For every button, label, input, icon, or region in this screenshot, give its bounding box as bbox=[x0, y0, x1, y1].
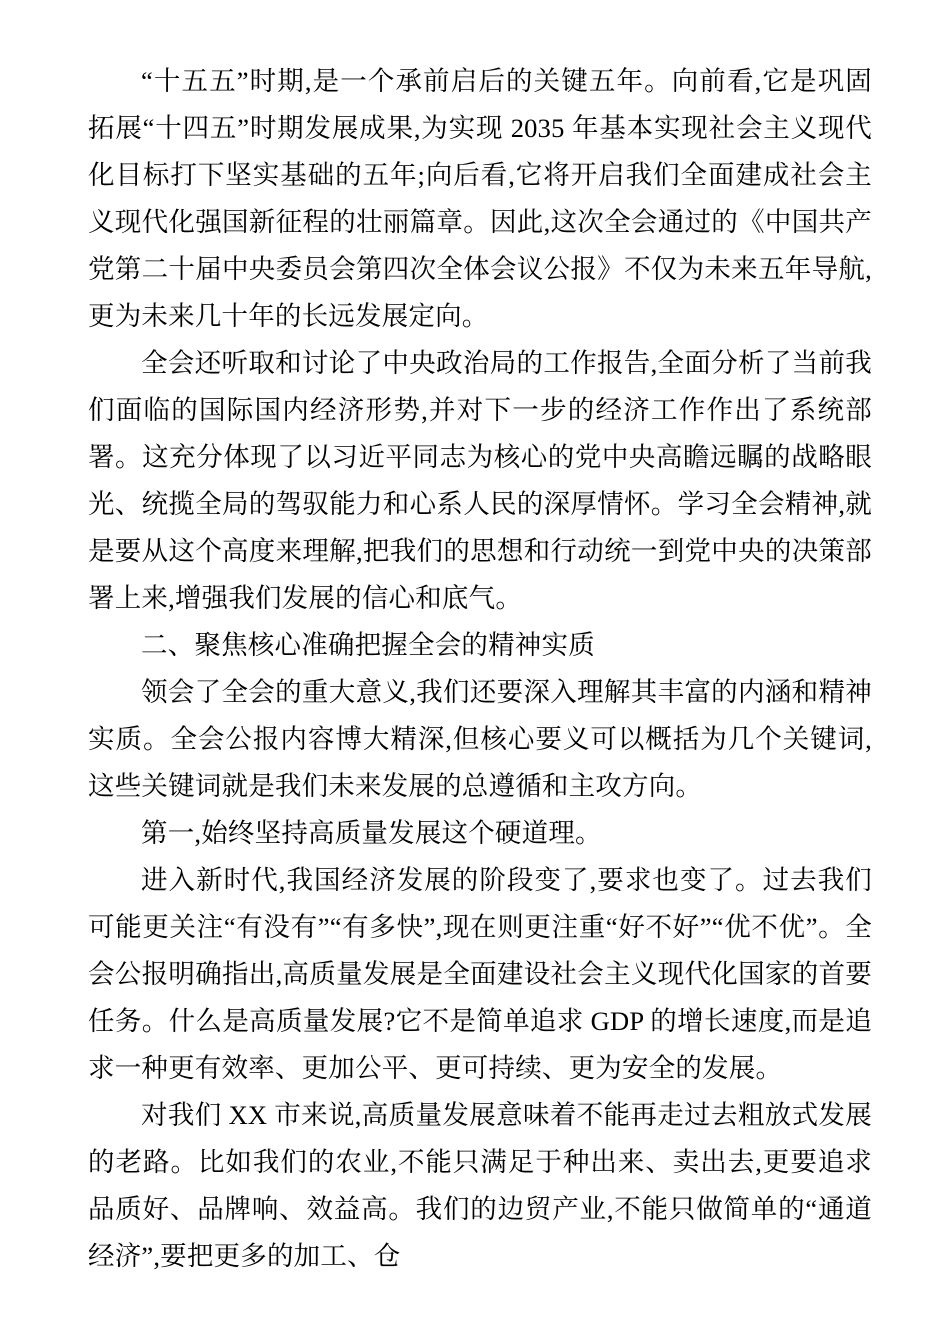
paragraph: “十五五”时期,是一个承前启后的关键五年。向前看,它是巩固拓展“十四五”时期发展成果,为实现 2035 年基本实现社会主义现代化目标打下坚实基础的五年;向后看,它将开启我们全面建成社会主义现代化强国新征程的壮丽篇章。因此,这次全会通过的《中国共产党第二十届中央委员会第四次全体会议公报》不仅为未来五年导航,更为未来几十年的长远发展定向。 bbox=[88, 66, 872, 331]
paragraph: 对我们 XX 市来说,高质量发展意味着不能再走过去粗放式发展的老路。比如我们的农业,不能只满足于种出来、卖出去,更要追求品质好、品牌响、效益高。我们的边贸产业,不能只做简单的“通道经济”,要把更多的加工、仓 bbox=[88, 1100, 872, 1271]
paragraph: 领会了全会的重大意义,我们还要深入理解其丰富的内涵和精神实质。全会公报内容博大精深,但核心要义可以概括为几个关键词,这些关键词就是我们未来发展的总遵循和主攻方向。 bbox=[88, 677, 872, 801]
paragraph: 全会还听取和讨论了中央政治局的工作报告,全面分析了当前我们面临的国际国内经济形势,并对下一步的经济工作作出了系统部署。这充分体现了以习近平同志为核心的党中央高瞻远瞩的战略眼光、统揽全局的驾驭能力和心系人民的深厚情怀。学习全会精神,就是要从这个高度来理解,把我们的思想和行动统一到党中央的决策部署上来,增强我们发展的信心和底气。 bbox=[88, 348, 872, 613]
paragraph: 第一,始终坚持高质量发展这个硬道理。 bbox=[141, 818, 602, 848]
document-body bbox=[88, 58, 872, 1280]
section-heading: 二、聚焦核心准确把握全会的精神实质 bbox=[141, 630, 595, 660]
paragraph: 进入新时代,我国经济发展的阶段变了,要求也变了。过去我们可能更关注“有没有”“有多快”,现在则更注重“好不好”“优不优”。全会公报明确指出,高质量发展是全面建设社会主义现代化国家的首要任务。什么是高质量发展?它不是简单追求 GDP 的增长速度,而是追求一种更有效率、更加公平、更可持续、更为安全的发展。 bbox=[88, 865, 872, 1083]
